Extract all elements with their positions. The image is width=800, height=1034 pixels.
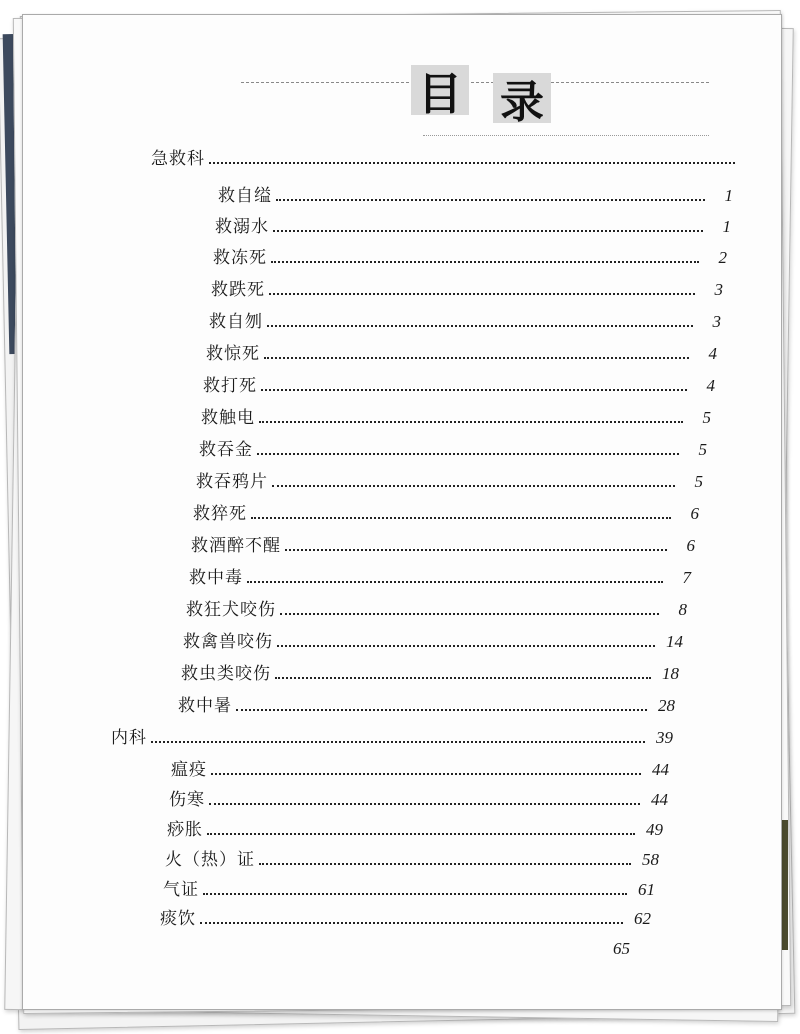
toc-entry[interactable] — [218, 180, 733, 206]
toc-entry[interactable] — [186, 594, 687, 620]
toc-page-number: 7 — [682, 568, 691, 587]
toc-leader-dots — [207, 832, 635, 835]
toc-page-number: 39 — [656, 728, 673, 747]
toc-entry-label: 救惊死 — [206, 344, 260, 364]
toc-leader-dots — [211, 772, 641, 775]
toc-entry-label: 救跌死 — [211, 280, 265, 300]
toc-entry[interactable] — [189, 562, 691, 588]
toc-entry-label: 瘟疫 — [171, 760, 207, 780]
toc-page-number: 44 — [651, 790, 668, 809]
toc-page — [22, 14, 782, 1010]
toc-entry-label: 救溺水 — [215, 217, 269, 237]
toc-leader-dots — [200, 921, 623, 924]
toc-entry[interactable] — [178, 690, 675, 716]
toc-entry[interactable] — [193, 498, 699, 524]
toc-entry-label: 救触电 — [201, 408, 255, 428]
toc-entry-label: 痰饮 — [160, 909, 196, 929]
toc-page-number: 8 — [678, 600, 687, 619]
toc-page-number: 4 — [706, 376, 715, 395]
toc-page-number: 5 — [702, 408, 711, 427]
toc-leader-dots — [259, 420, 683, 423]
toc-entry-label: 救中毒 — [189, 568, 243, 588]
toc-leader-dots — [277, 644, 655, 647]
toc-entry[interactable] — [206, 338, 717, 364]
toc-page-number: 62 — [634, 909, 651, 928]
toc-entry-label: 救自刎 — [209, 312, 263, 332]
toc-entry[interactable] — [160, 903, 651, 929]
toc-entry-label: 救禽兽咬伤 — [183, 632, 273, 652]
toc-leader-dots — [257, 452, 679, 455]
toc-entry-label: 救自缢 — [218, 186, 272, 206]
title-char-2: 录 — [493, 73, 551, 123]
toc-leader-dots — [236, 708, 647, 711]
toc-page-number: 49 — [646, 820, 663, 839]
toc-leader-dots — [261, 388, 687, 391]
title-rule-bottom — [423, 135, 709, 136]
toc-page-number: 58 — [642, 850, 659, 869]
toc-page-number: 18 — [662, 664, 679, 683]
toc-entry-label: 救打死 — [203, 376, 257, 396]
toc-entry-label: 痧胀 — [167, 820, 203, 840]
toc-leader-dots — [276, 198, 705, 201]
toc-leader-dots — [275, 676, 651, 679]
toc-leader-dots — [151, 740, 645, 743]
toc-page-number: 3 — [714, 280, 723, 299]
toc-entry[interactable] — [196, 466, 703, 492]
toc-page-number: 1 — [722, 217, 731, 236]
toc-leader-dots — [269, 292, 695, 295]
toc-entry-label: 救中暑 — [178, 696, 232, 716]
toc-leader-dots — [247, 580, 663, 583]
toc-leader-dots — [273, 229, 703, 232]
toc-entry-label: 急救科 — [151, 149, 205, 169]
toc-page-number: 6 — [686, 536, 695, 555]
toc-page-number: 1 — [724, 186, 733, 205]
toc-entry[interactable] — [199, 434, 707, 460]
toc-page-number: 3 — [712, 312, 721, 331]
toc-leader-dots — [267, 324, 693, 327]
toc-entry[interactable] — [183, 626, 683, 652]
toc-leader-dots — [272, 484, 675, 487]
toc-entry[interactable] — [203, 370, 715, 396]
toc-entry-label: 伤寒 — [169, 790, 205, 810]
toc-leader-dots — [209, 161, 735, 164]
toc-entry[interactable] — [209, 306, 721, 332]
toc-entry[interactable] — [215, 211, 731, 237]
toc-leader-dots — [280, 612, 659, 615]
toc-leader-dots — [264, 356, 689, 359]
toc-leader-dots — [259, 862, 631, 865]
toc-entry-label: 救虫类咬伤 — [181, 664, 271, 684]
toc-entry[interactable] — [201, 402, 711, 428]
toc-entry[interactable] — [167, 814, 663, 840]
toc-page-number: 28 — [658, 696, 675, 715]
toc-page-number: 6 — [690, 504, 699, 523]
title-char-1: 目 — [411, 65, 469, 115]
toc-page-number: 2 — [718, 248, 727, 267]
toc-leader-dots — [271, 260, 699, 263]
toc-entry[interactable] — [211, 274, 723, 300]
title-rule-top — [241, 82, 709, 83]
toc-page-number: 65 — [613, 939, 630, 958]
toc-entry[interactable] — [608, 933, 648, 959]
toc-entry[interactable] — [111, 722, 673, 748]
toc-entry-label: 内科 — [111, 728, 147, 748]
toc-leader-dots — [203, 892, 627, 895]
toc-entry[interactable] — [171, 754, 669, 780]
toc-entry[interactable] — [165, 844, 659, 870]
toc-page-number: 5 — [694, 472, 703, 491]
toc-entry-label: 救吞金 — [199, 440, 253, 460]
toc-entry-label: 火（热）证 — [165, 850, 255, 870]
toc-entry[interactable] — [181, 658, 679, 684]
toc-entry-label: 救猝死 — [193, 504, 247, 524]
toc-entry[interactable] — [191, 530, 695, 556]
toc-entry-label: 气证 — [163, 880, 199, 900]
toc-entry-label: 救冻死 — [213, 248, 267, 268]
toc-entry[interactable] — [213, 242, 727, 268]
toc-leader-dots — [209, 802, 640, 805]
toc-page-number: 61 — [638, 880, 655, 899]
toc-entry[interactable] — [169, 784, 668, 810]
toc-entry[interactable] — [163, 874, 655, 900]
toc-leader-dots — [251, 516, 671, 519]
toc-entry[interactable] — [151, 143, 763, 169]
toc-page-number: 5 — [698, 440, 707, 459]
toc-page-number: 4 — [708, 344, 717, 363]
toc-entry-label: 救酒醉不醒 — [191, 536, 281, 556]
toc-entry-label: 救狂犬咬伤 — [186, 600, 276, 620]
toc-entry-label: 救吞鸦片 — [196, 472, 268, 492]
toc-leader-dots — [285, 548, 667, 551]
toc-page-number: 14 — [666, 632, 683, 651]
toc-page-number: 44 — [652, 760, 669, 779]
